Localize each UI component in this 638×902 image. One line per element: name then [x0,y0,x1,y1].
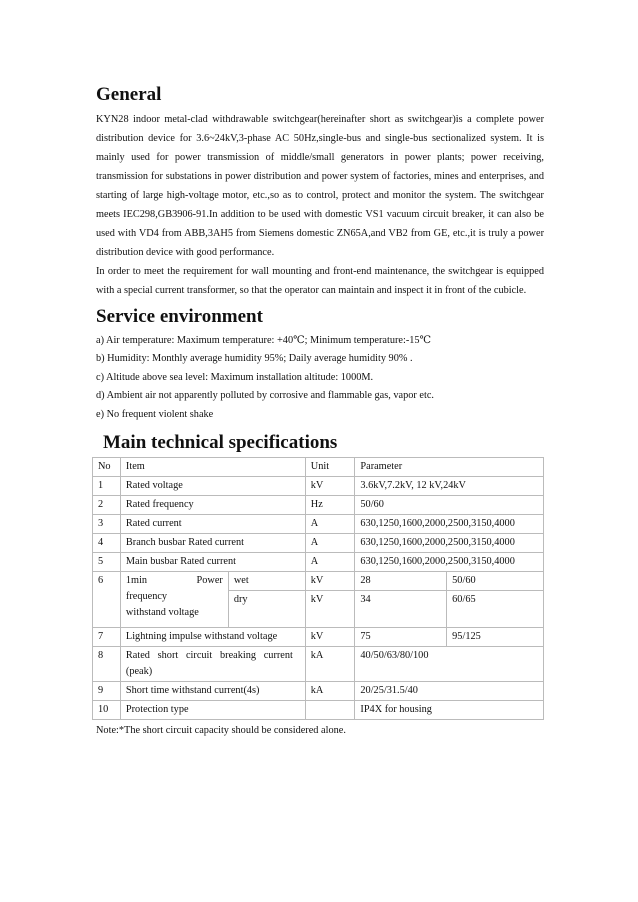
header-item: Item [120,458,305,477]
cell-parameter: 630,1250,1600,2000,2500,3150,4000 [355,534,544,553]
list-item: b) Humidity: Monthly average humidity 95%; Daily average humidity 90% . [96,353,413,365]
table-row [93,701,544,720]
cell-item: Rated voltage [120,477,305,496]
table-row [93,515,544,534]
cell-parameter: 75 [355,628,447,647]
cell-no: 2 [93,496,121,515]
cell-unit: kV [305,591,355,628]
table-row [93,572,544,591]
item-text: Power [196,575,223,587]
cell-parameter: 630,1250,1600,2000,2500,3150,4000 [355,553,544,572]
item-text: (peak) [125,666,153,678]
cell-no: 5 [93,553,121,572]
general-paragraph-1: KYN28 indoor metal-clad withdrawable switchgear(hereinafter short as switchgear)is a complete power distribution device for 3.6~24kV,3-phase AC 50Hz,single-bus and single-bus sectionalized system. It is mainly used for power transmission of middle/small generators in power plants; power receiving, transmission for substations in power distribution and power system of factories, mines and enterprises, and starting of large high-voltage motor, etc.,so as to control, protect and monitor the system. The switchgear meets IEC298,GB3906-91.In addition to be used with domestic VS1 vacuum circuit breaker, it can also be used with VD4 from ABB,3AH5 from Siemens domestic ZN65A,and VB2 from GE, etc.,it is truly a power distribution device with good performance. [96,114,544,258]
list-item: e) No frequent violent shake [96,408,214,420]
cell-item: Rated current [120,515,305,534]
general-paragraph-2: In order to meet the requirement for wall mounting and front-end maintenance, the switchgear is equipped with a special current transformer, so that the operator can maintain and inspect it in front of the cubicle. [96,266,544,296]
item-text: 1min [125,575,148,587]
cell-parameter: 60/65 [447,591,544,628]
table-row [93,534,544,553]
cell-unit: kV [305,628,355,647]
service-environment-heading: Service environment [96,306,263,327]
cell-parameter: 630,1250,1600,2000,2500,3150,4000 [355,515,544,534]
table-row [93,647,544,682]
cell-item: Branch busbar Rated current [120,534,305,553]
cell-unit: kV [305,477,355,496]
cell-item: Rated frequency [120,496,305,515]
header-no: No [93,458,121,477]
cell-unit: kV [305,572,355,591]
cell-parameter: IP4X for housing [355,701,544,720]
header-unit: Unit [305,458,355,477]
cell-condition: dry [228,591,305,628]
cell-no: 10 [93,701,121,720]
cell-no: 8 [93,647,121,682]
cell-no: 4 [93,534,121,553]
cell-parameter: 95/125 [447,628,544,647]
table-row [93,477,544,496]
cell-unit: kA [305,682,355,701]
cell-parameter: 50/60 [355,496,544,515]
list-item: c) Altitude above sea level: Maximum installation altitude: 1000M. [96,371,374,383]
cell-no: 9 [93,682,121,701]
cell-unit: Hz [305,496,355,515]
cell-unit: kA [305,647,355,682]
item-text: withstand voltage [125,607,199,619]
table-row [93,628,544,647]
cell-unit: A [305,515,355,534]
cell-item [120,647,305,682]
cell-condition: wet [228,572,305,591]
document-page [96,84,544,740]
cell-no: 1 [93,477,121,496]
cell-item: Protection type [120,701,305,720]
list-item: a) Air temperature: Maximum temperature: +40℃; Minimum temperature:-15℃ [96,335,432,346]
cell-parameter: 20/25/31.5/40 [355,682,544,701]
cell-no: 7 [93,628,121,647]
cell-item: Lightning impulse withstand voltage [120,628,305,647]
cell-item: Short time withstand current(4s) [120,682,305,701]
list-item: d) Ambient air not apparently polluted by corrosive and flammable gas, vapor etc. [96,390,434,402]
item-text: Rated short circuit breaking current [125,650,293,662]
cell-item: Main busbar Rated current [120,553,305,572]
table-note: Note:*The short circuit capacity should be considered alone. [96,725,346,737]
cell-parameter: 50/60 [447,572,544,591]
cell-parameter: 28 [355,572,447,591]
cell-item [120,572,228,628]
cell-unit [305,701,355,720]
cell-unit: A [305,534,355,553]
table-row [93,553,544,572]
service-environment-list [96,332,544,424]
table-header-row [93,458,544,477]
table-row [93,496,544,515]
header-parameter: Parameter [355,458,544,477]
cell-parameter: 40/50/63/80/100 [355,647,544,682]
cell-no: 3 [93,515,121,534]
cell-parameter: 3.6kV,7.2kV, 12 kV,24kV [355,477,544,496]
cell-no: 6 [93,572,121,628]
cell-unit: A [305,553,355,572]
general-heading: General [96,84,162,105]
specifications-table [92,457,544,720]
item-text: frequency [125,591,168,603]
specifications-heading: Main technical specifications [103,432,338,454]
cell-parameter: 34 [355,591,447,628]
table-row [93,682,544,701]
